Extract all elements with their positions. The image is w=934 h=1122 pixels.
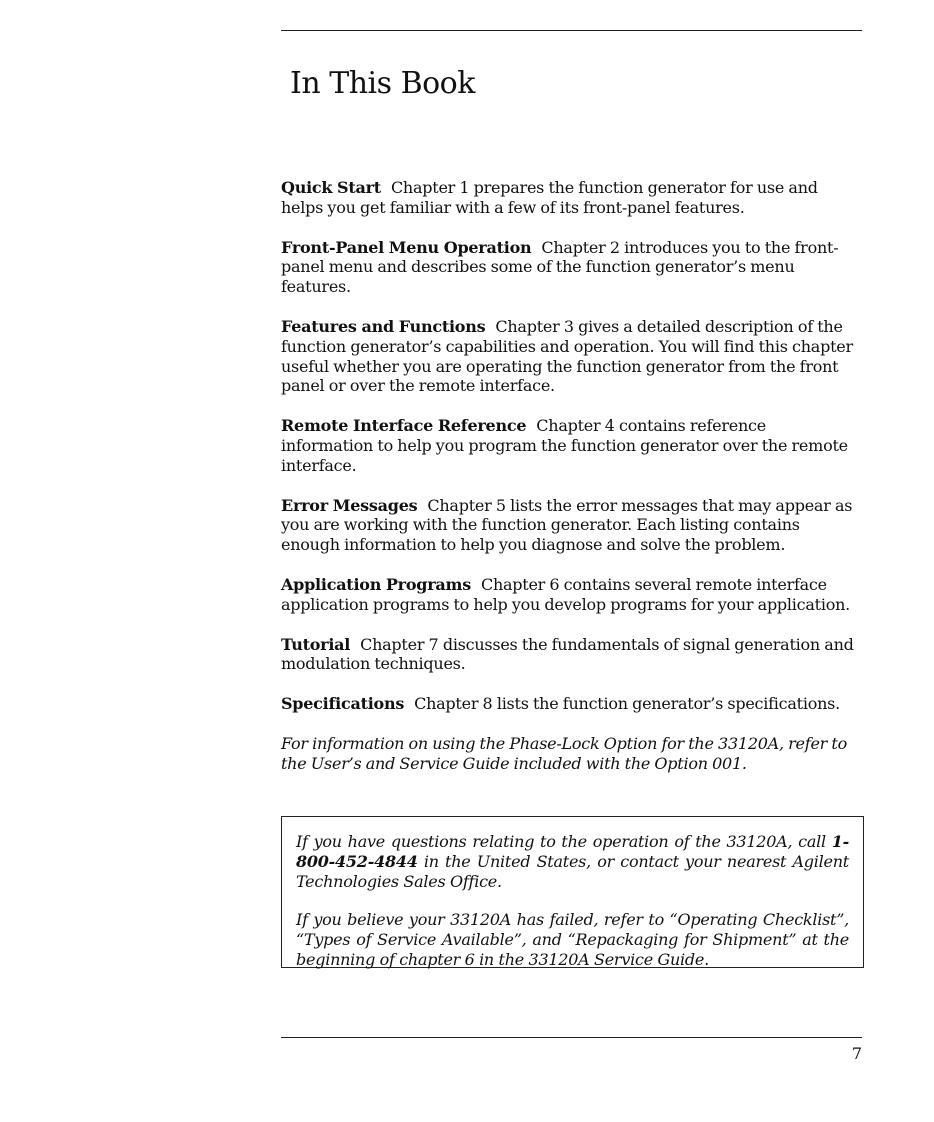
chapter-description: Chapter 3 gives a detailed description of the function generator’s capabilities and operation. You will find this chapter useful whether you are operating the function generator from the front panel or over the remote interface. xyxy=(281,316,853,396)
chapter-description: Chapter 8 lists the function generator’s specifications. xyxy=(414,694,840,714)
support-questions-lead: If you have questions relating to the operation of the 33120A, call xyxy=(296,832,826,851)
chapter-description: Chapter 2 introduces you to the front-panel menu and describes some of the function generator’s menu features. xyxy=(281,237,839,297)
top-rule xyxy=(281,30,862,31)
chapter-heading: Remote Interface Reference xyxy=(281,416,527,436)
support-questions-tail: in the United States, or contact your nearest Agilent Technologies Sales Office. xyxy=(296,851,849,891)
chapter-entry-error-messages xyxy=(281,496,861,555)
chapter-list xyxy=(281,178,861,774)
chapter-heading: Quick Start xyxy=(281,178,381,197)
chapter-heading: Application Programs xyxy=(281,574,471,594)
chapter-heading: Tutorial xyxy=(281,634,351,654)
chapter-heading: Error Messages xyxy=(281,495,418,515)
chapter-description: Chapter 4 contains reference information to help you program the function generator over the remote interface. xyxy=(281,416,848,475)
chapter-heading: Specifications xyxy=(281,694,405,714)
chapter-entry-specifications xyxy=(281,694,861,714)
chapter-entry-features-functions xyxy=(281,317,861,396)
chapter-description: Chapter 5 lists the error messages that may appear as you are working with the function generator. Each listing contains enough information to help you diagnose and solve the problem. xyxy=(281,495,853,555)
chapter-description: Chapter 1 prepares the function generator for use and helps you get familiar with a few of its front-panel features. xyxy=(281,178,818,217)
chapter-description: Chapter 6 contains several remote interface application programs to help you develop programs for your application. xyxy=(281,574,850,614)
chapter-entry-application-programs xyxy=(281,575,861,615)
chapter-entry-remote-interface xyxy=(281,416,861,475)
support-box xyxy=(281,816,864,968)
page-title: In This Book xyxy=(290,66,475,101)
chapter-entry-front-panel-menu xyxy=(281,238,861,297)
chapter-description: Chapter 7 discusses the fundamentals of signal generation and modulation techniques. xyxy=(281,634,854,674)
chapter-heading: Features and Functions xyxy=(281,316,486,336)
page-number: 7 xyxy=(851,1044,862,1063)
chapter-entry-quick-start xyxy=(281,178,861,218)
chapter-entry-tutorial xyxy=(281,635,861,675)
support-phone-number: 1-800-452-4844 xyxy=(296,832,849,871)
bottom-rule xyxy=(281,1037,862,1038)
chapter-heading: Front-Panel Menu Operation xyxy=(281,237,532,257)
option-note: For information on using the Phase-Lock Option for the 33120A, refer to the User’s and Service Guide included with the Option 001. xyxy=(281,733,847,773)
support-questions xyxy=(296,817,849,891)
support-failure: If you believe your 33120A has failed, refer to “Operating Checklist”, “Types of Service Available”, and “Repackaging for Shipment” at the beginning of chapter 6 in the 33120A Service Guide. xyxy=(296,910,849,969)
